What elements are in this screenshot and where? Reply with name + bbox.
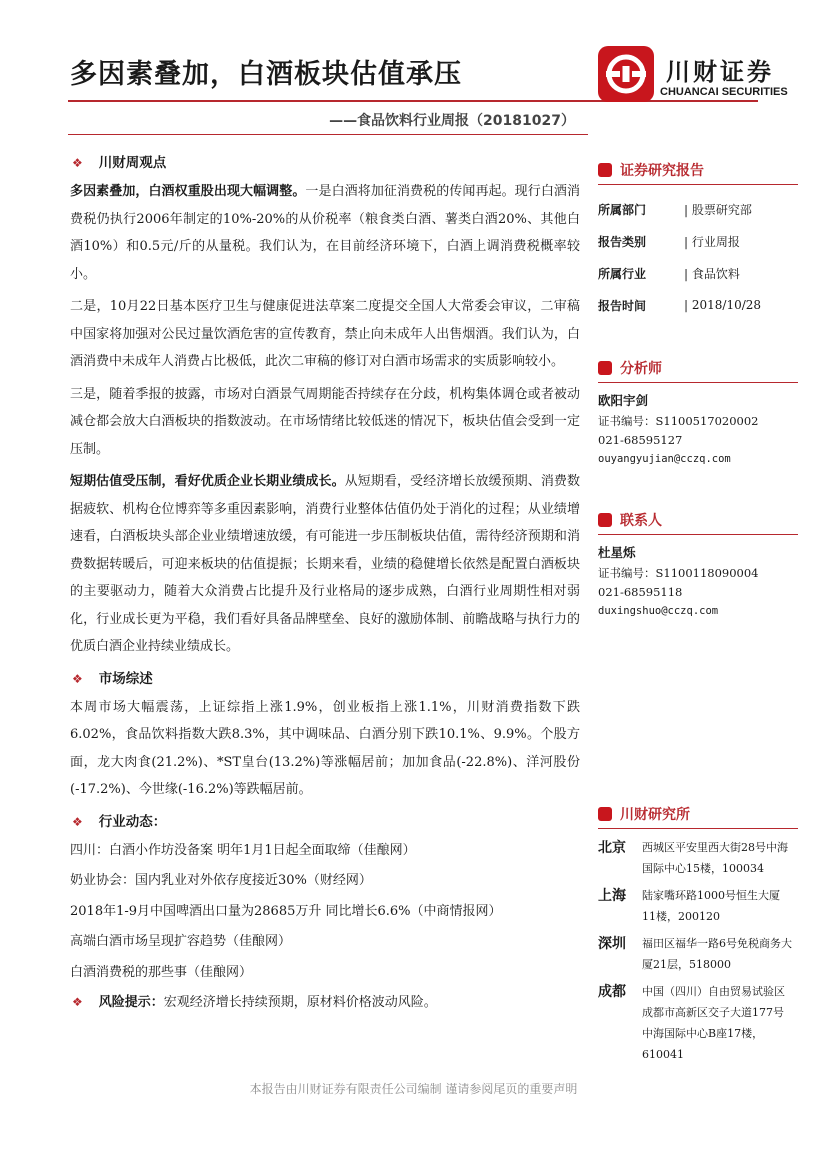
view-paragraph-4: 短期估值受压制，看好优质企业长期业绩成长。从短期看，受经济增长放缓预期、消费数据疲软、机构仓位博弈等多重因素影响，消费行业整体估值仍处于消化的过程；从业绩增速看，白酒板块头部企业业绩增速放缓，有可能进一步压制板块估值，需待经济预期和消费数据转暖后，可迎来板块的估值提振；长期来看，业绩的稳健增长依然是配置白酒板块的主要驱动力，随着大众消费占比提升及行业格局的逐步成熟，白酒行业周期性相对弱化，行业成长更为平稳，我们看好具备品牌壁垒、良好的激励体制、前瞻战略与执行力的优质白酒企业持续业绩成长。 xyxy=(70,474,580,654)
section-heading-news: ❖ 行业动态： xyxy=(70,809,580,837)
office-beijing: 北京 西城区平安里西大街28号中海国际中心15楼，100034 xyxy=(598,840,788,875)
news-item: 高端白酒市场呈现扩容趋势（佳酿网） xyxy=(70,934,292,949)
analyst-name: 欧阳宇剑 xyxy=(598,393,649,408)
main-content xyxy=(70,150,580,1017)
section-heading-market: ❖ 市场综述 xyxy=(70,666,580,694)
report-title: 多因素叠加，白酒板块估值承压 xyxy=(70,59,462,90)
contact-email[interactable]: duxingshuo@cczq.com xyxy=(598,605,719,617)
risk-label: 风险提示： xyxy=(98,995,164,1010)
news-item: 白酒消费税的那些事（佳酿网） xyxy=(70,964,253,980)
section-heading-view: ❖ 川财周观点 xyxy=(70,150,580,178)
view-paragraph-1: 多因素叠加，白酒权重股出现大幅调整。一是白酒将加征消费税的传闻再起。现行白酒消费税仍执行2006年制定的10%-20%的从价税率（粮食类白酒、薯类白酒20%、其他白酒10%）和0.5元/斤的从量税。我们认为，在目前经济环境下，白酒上调消费税概率较小。 xyxy=(70,184,580,282)
office-shenzhen: 深圳 福田区福华一路6号免税商务大厦21层，518000 xyxy=(598,936,792,971)
market-paragraph: 本周市场大幅震荡，上证综指上涨1.9%，创业板指上涨1.1%，川财消费指数下跌6.02%，食品饮料指数大跌8.3%，其中调味品、白酒分别下跌10.1%、9.9%。个股方面，龙大肉食(21.2%)、*ST皇台(13.2%)等涨幅居前；加加食品(-22.8%)、洋河股份(-17.2%)、今世缘(-16.2%)等跌幅居前。 xyxy=(70,699,580,797)
analyst-email[interactable]: ouyangyujian@cczq.com xyxy=(598,453,731,465)
news-item: 2018年1-9月中国啤酒出口量为28685万升 同比增长6.6%（中商情报网） xyxy=(70,903,502,919)
analyst-heading: 分析师 xyxy=(598,358,798,383)
company-logo xyxy=(598,46,794,106)
contact-heading: 联系人 xyxy=(598,510,798,535)
contact-name: 杜星烁 xyxy=(598,545,636,560)
contact-phone: 021-68595118 xyxy=(598,585,683,599)
analyst-phone: 021-68595127 xyxy=(598,433,683,447)
diamond-bullet-icon: ❖ xyxy=(72,671,83,686)
logo-name-cn: 川财证券 xyxy=(666,58,774,86)
analyst-card xyxy=(598,391,798,469)
info-row-department: 所属部门 | 股票研究部 xyxy=(598,202,752,217)
office-chengdu: 成都 中国（四川）自由贸易试验区成都市高新区交子大道177号中海国际中心B座17楼，610041 xyxy=(598,984,785,1061)
risk-text: 宏观经济增长持续预期，原材料价格波动风险。 xyxy=(163,995,437,1010)
report-subtitle: ——食品饮料行业周报（20181027） xyxy=(329,113,575,129)
contact-card xyxy=(598,543,798,621)
diamond-bullet-icon: ❖ xyxy=(72,995,83,1009)
analyst-cert: 证书编号：S1100517020002 xyxy=(598,414,759,428)
office-shanghai: 上海 陆家嘴环路1000号恒生大厦11楼，200120 xyxy=(598,888,780,923)
contact-cert: 证书编号：S1100118090004 xyxy=(598,566,759,580)
report-icon xyxy=(598,163,612,177)
diamond-bullet-icon: ❖ xyxy=(72,156,83,171)
risk-warning xyxy=(70,989,580,1017)
report-info-panel xyxy=(598,160,798,321)
analyst-icon xyxy=(598,361,612,375)
news-item: 奶业协会：国内乳业对外依存度接近30%（财经网） xyxy=(70,873,372,888)
contact-icon xyxy=(598,513,612,527)
page-footer: 本报告由川财证券有限责任公司编制 谨请参阅尾页的重要声明 xyxy=(249,1082,578,1096)
diamond-bullet-icon: ❖ xyxy=(72,814,83,829)
info-row-date: 报告时间 | 2018/10/28 xyxy=(598,298,762,313)
info-row-category: 报告类别 | 行业周报 xyxy=(598,234,740,249)
news-item: 四川：白酒小作坊没备案 明年1月1日起全面取缔（佳酿网） xyxy=(70,842,416,858)
contact-panel xyxy=(598,510,798,621)
report-info-heading: 证券研究报告 xyxy=(598,160,798,185)
view-paragraph-3: 三是，随着季报的披露，市场对白酒景气周期能否持续存在分歧，机构集体调仓或者被动减仓都会放大白酒板块的指数波动。在市场情绪比较低迷的情况下，板块估值会受到一定压制。 xyxy=(70,386,580,457)
subtitle-rule xyxy=(68,134,588,135)
analyst-panel xyxy=(598,358,798,469)
info-row-industry: 所属行业 | 食品饮料 xyxy=(598,266,740,281)
institute-panel xyxy=(598,804,798,1071)
view-paragraph-2: 二是，10月22日基本医疗卫生与健康促进法草案二度提交全国人大常委会审议，二审稿中国家将加强对公民过量饮酒危害的宣传教育，禁止向未成年人出售烟酒。我们认为，白酒消费中未成年人消费占比极低，此次二审稿的修订对白酒市场需求的实质影响较小。 xyxy=(70,299,580,369)
institute-heading: 川财研究所 xyxy=(598,804,798,829)
institute-icon xyxy=(598,807,612,821)
logo-mark-icon xyxy=(598,46,654,102)
logo-name-en: CHUANCAI SECURITIES xyxy=(660,86,788,98)
